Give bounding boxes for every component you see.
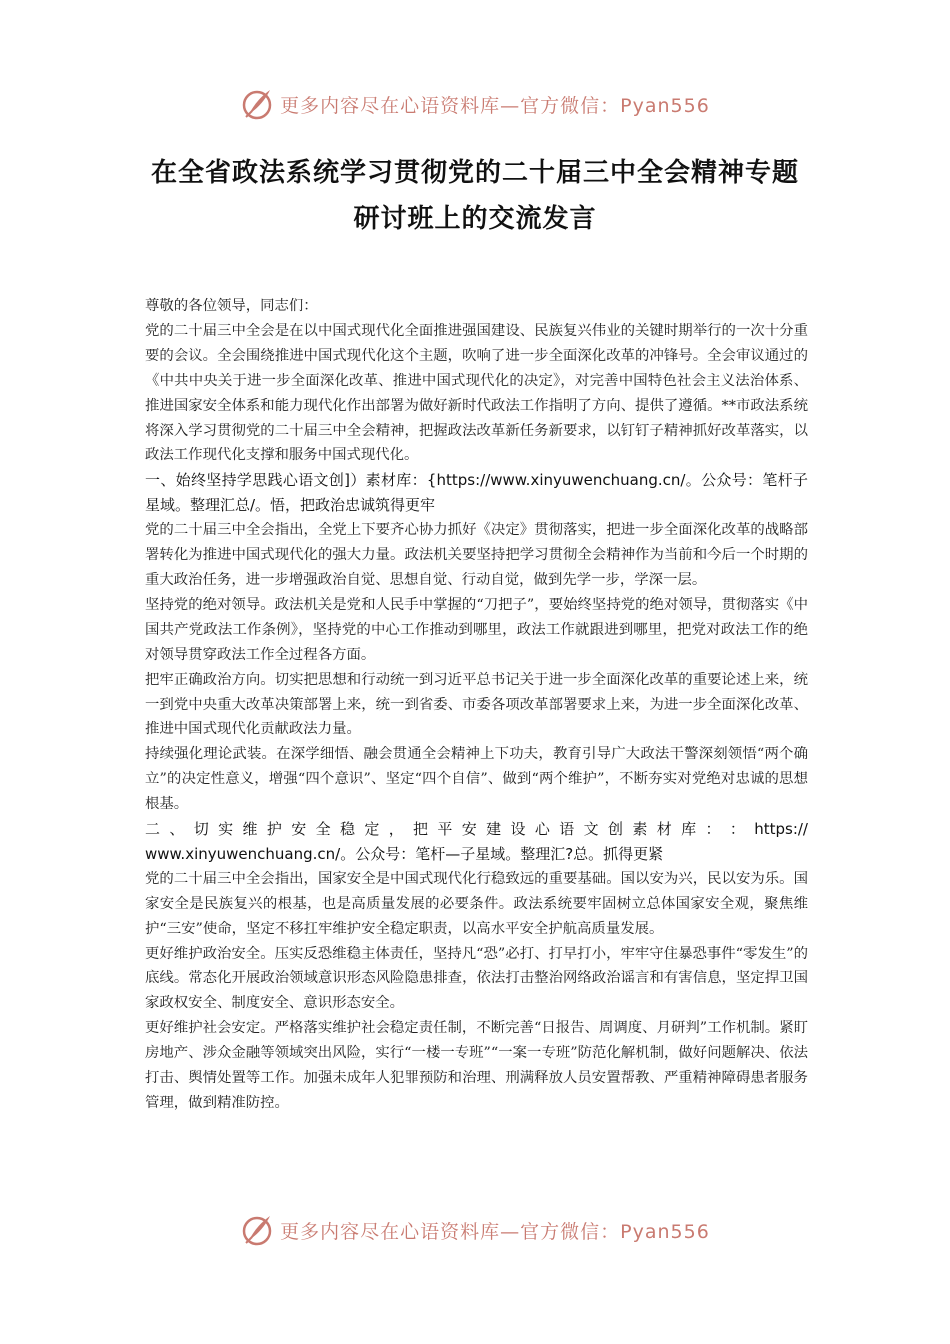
section-heading: 一、始终坚持学思践心语文创]）素材库：{https://www.xinyuwenchuang.cn/。公众号：笔杆子星域。整理汇总/。悟，把政治忠诚筑得更牢 — [145, 471, 808, 515]
section-heading: 二 、 切 实 维 护 安 全 稳 定 ， 把 平 安 建 设 心 语 文 创 素 材 库 ： ： https:// — [145, 820, 808, 839]
wechat-id: Pyan556 — [620, 1220, 710, 1243]
body-paragraph: 尊敬的各位领导，同志们： — [145, 298, 318, 314]
body-paragraph: 党的二十届三中全会是在以中国式现代化全面推进强国建设、民族复兴伟业的关键时期举行的一次十分重要的会议。全会围绕推进中国式现代化这个主题，吹响了进一步全面深化改革的冲锋号。全会审议通过的《中共中央关于进一步全面深化改革、推进中国式现代化的决定》，对完善中国特色社会主义法治体系、推进国家安全体系和能力现代化作出部署为做好新时代政法工作指明了方向、提供了遵循。**市政法系统将深入学习贯彻党的二十届三中全会精神，把握政法改革新任务新要求，以钉钉子精神抓好改革落实，以政法工作现代化支撑和服务中国式现代化。 — [145, 322, 808, 464]
body-paragraph: 持续强化理论武装。在深学细悟、融会贯通全会精神上下功夫，教育引导广大政法干警深刻领悟“两个确立”的决定性意义，增强“四个意识”、坚定“四个自信”、做到“两个维护”，不断夯实对党绝对忠诚的思想根基。 — [145, 746, 808, 813]
body-paragraph: 更好维护社会安定。严格落实维护社会稳定责任制，不断完善“日报告、周调度、月研判”工作机制。紧盯房地产、涉众金融等领域突出风险，实行“一楼一专班”“一案一专班”防范化解机制，做好问题解决、依法打击、舆情处置等工作。加强未成年人犯罪预防和治理、刑满释放人员安置帮教、严重精神障碍患者服务管理，做到精准防控。 — [145, 1020, 808, 1111]
body-paragraph: 党的二十届三中全会指出，全党上下要齐心协力抓好《决定》贯彻落实，把进一步全面深化改革的战略部署转化为推进中国式现代化的强大力量。政法机关要坚持把学习贯彻全会精神作为当前和今后一个时期的重大政治任务，进一步增强政治自觉、思想自觉、行动自觉，做到先学一步，学深一层。 — [145, 522, 808, 588]
section-heading-continued: www.xinyuwenchuang.cn/。公众号：笔杆—子星域。整理汇?总。抓得更紧 — [145, 844, 664, 863]
body-paragraph: 坚持党的绝对领导。政法机关是党和人民手中掌握的“刀把子”，要始终坚持党的绝对领导，贯彻落实《中国共产党政法工作条例》，坚持党的中心工作推动到哪里，政法工作就跟进到哪里，把党对政法工作的绝对领导贯穿政法工作全过程各方面。 — [145, 596, 808, 663]
wechat-id: Pyan556 — [620, 94, 710, 117]
footer-banner — [0, 1210, 950, 1250]
document-body — [145, 294, 808, 1116]
quill-circle-logo-icon — [240, 87, 274, 121]
header-banner — [0, 84, 950, 124]
body-paragraph: 把牢正确政治方向。切实把思想和行动统一到习近平总书记关于进一步全面深化改革的重要论述上来，统一到党中央重大改革决策部署上来，统一到省委、市委各项改革部署要求上来，为进一步全面深化改革、推进中国式现代化贡献政法力量。 — [145, 671, 808, 738]
body-paragraph: 党的二十届三中全会指出，国家安全是中国式现代化行稳致远的重要基础。国以安为兴，民以安为乐。国家安全是民族复兴的根基，也是高质量发展的必要条件。政法系统要牢固树立总体国家安全观，聚焦维护“三安”使命，坚定不移扛牢维护安全稳定职责，以高水平安全护航高质量发展。 — [145, 870, 808, 937]
banner-text: 更多内容尽在心语资料库—官方微信：Pyan556 — [280, 1220, 710, 1243]
document-title: 在全省政法系统学习贯彻党的二十届三中全会精神专题研讨班上的交流发言 — [150, 158, 799, 234]
banner-text: 更多内容尽在心语资料库—官方微信：Pyan556 — [280, 94, 710, 117]
body-paragraph: 更好维护政治安全。压实反恐维稳主体责任，坚持凡“恐”必打、打早打小，牢牢守住暴恐事件“零发生”的底线。常态化开展政治领域意识形态风险隐患排查，依法打击整治网络政治谣言和有害信息，坚定捍卫国家政权安全、制度安全、意识形态安全。 — [145, 945, 808, 1012]
quill-circle-logo-icon — [240, 1213, 274, 1247]
